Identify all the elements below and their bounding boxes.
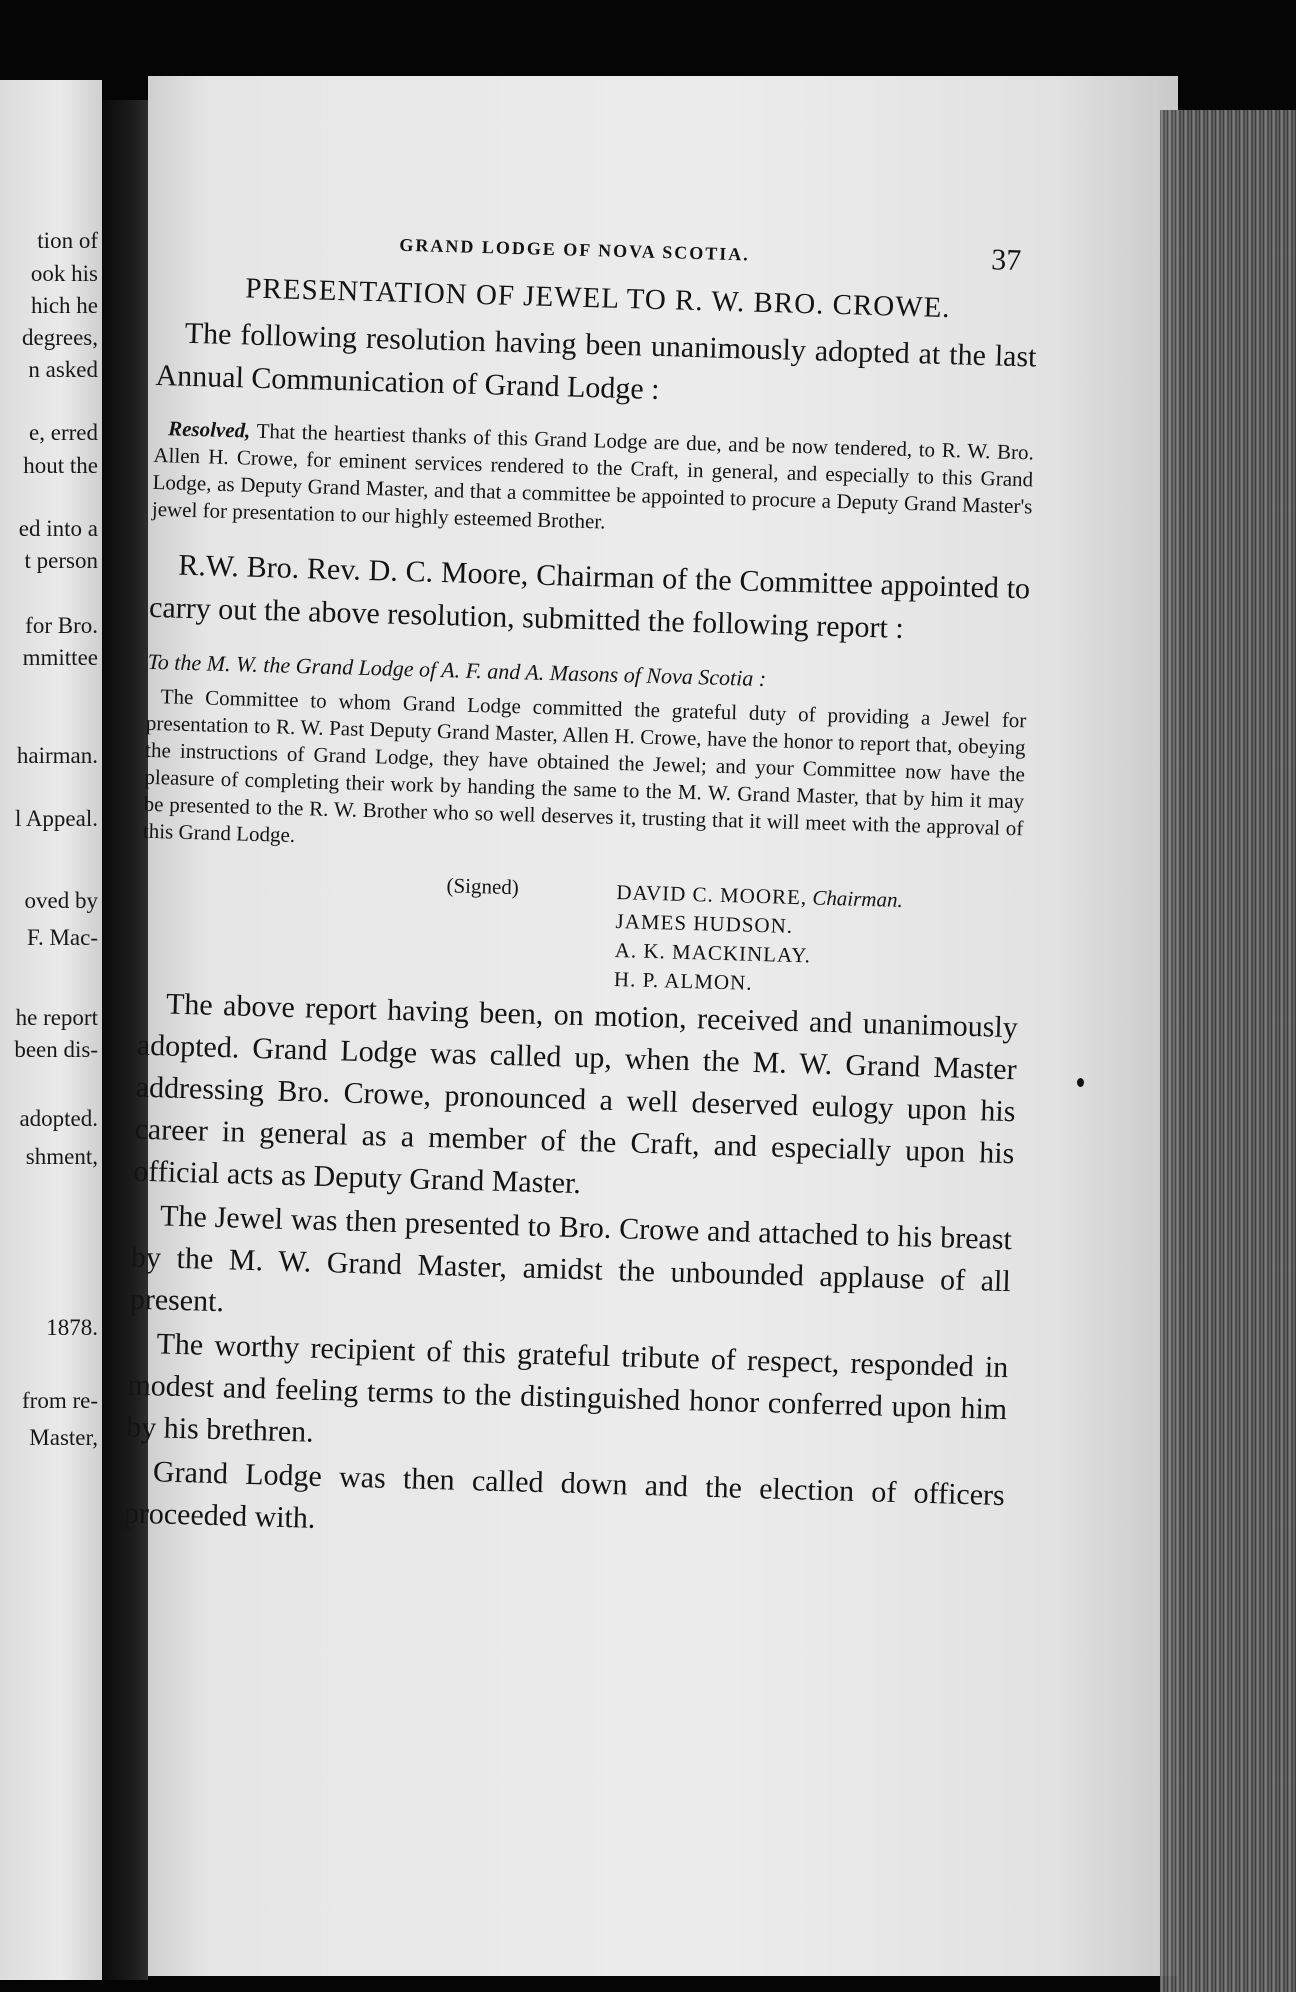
left-page-line: hich he — [30, 293, 98, 318]
left-page-line: ed into a — [18, 516, 98, 541]
left-page-line: shment, — [25, 1144, 98, 1169]
ink-speck — [1077, 1078, 1084, 1087]
left-page-line: oved by — [24, 888, 98, 913]
left-page-line: t person — [24, 548, 98, 573]
resolution-quote — [152, 415, 1035, 548]
left-page-line: 1878. — [46, 1315, 98, 1340]
body-paragraph: The Jewel was then presented to Bro. Crowe and attached to his breast by the M. W. Grand Master, amidst the unbounded applause of all present. — [129, 1199, 1013, 1319]
left-page-line: adopted. — [19, 1106, 98, 1131]
committee-paragraph: R.W. Bro. Rev. D. C. Moore, Chairman of the Committee appointed to carry out the above resolution, submitted the following report : — [148, 548, 1031, 645]
signatory-chairman-title: Chairman. — [806, 885, 904, 913]
left-page-line: n asked — [28, 357, 98, 382]
signatory: H. P. ALMON. — [613, 966, 753, 995]
signed-label: (Signed) — [446, 873, 520, 900]
left-page-line: tion of — [37, 228, 98, 253]
left-page-fragment — [0, 80, 102, 1980]
running-head-title: GRAND LODGE OF NOVA SCOTIA. — [399, 234, 751, 265]
page-content — [123, 220, 1039, 1561]
body-paragraph: The above report having been, on motion, received and unanimously adopted. Grand Lodge was called up, when the M. W. Grand Master addressing Bro. Crowe, pronounced a well deserved eulogy upon his career in general as a member of the Craft, and especially upon his official acts as Deputy Grand Master. — [132, 987, 1019, 1201]
report-address: To the M. W. the Grand Lodge of A. F. and A. Masons of Nova Scotia : — [147, 648, 767, 692]
signatory-chairman-name: DAVID C. MOORE, — [616, 880, 808, 910]
body-paragraph: The worthy recipient of this grateful tribute of respect, responded in modest and feeling terms to the distinguished honor conferred upon him by his brethren. — [125, 1327, 1009, 1449]
signatory: JAMES HUDSON. — [615, 908, 794, 938]
left-page-line: from re- — [22, 1388, 98, 1413]
left-page-line: Master, — [29, 1425, 98, 1450]
page-edges — [1160, 110, 1296, 1992]
left-page-line: e, erred — [29, 420, 98, 445]
left-page-line: he report — [15, 1005, 98, 1030]
left-page-line: mmittee — [22, 645, 98, 670]
left-page-line: degrees, — [22, 325, 98, 350]
left-page-line: for Bro. — [25, 613, 98, 638]
signatory-list — [614, 878, 904, 1002]
left-page-line: l Appeal. — [14, 806, 98, 831]
intro-paragraph: The following resolution having been unanimously adopted at the last Annual Communication of Grand Lodge : — [155, 316, 1037, 407]
section-heading: PRESENTATION OF JEWEL TO R. W. BRO. CROWE. — [244, 272, 951, 325]
page-number: 37 — [990, 243, 1022, 278]
left-page-line: F. Mac- — [27, 925, 98, 950]
body-paragraph: Grand Lodge was then called down and the election of officers proceeded with. — [123, 1455, 1006, 1535]
resolution-text: That the heartiest thanks of this Grand Lodge are due, and be now tendered, to R. W. Bro. Allen H. Crowe, for eminent services rendered to the Craft, in general, and especially to this Grand Lodge, as Deputy Grand Master, and that a committee be appointed to procure a Deputy Grand Master's jewel for presentation to our highly esteemed Brother. — [151, 418, 1035, 534]
committee-report: The Committee to whom Grand Lodge committed the grateful duty of providing a Jewel for presentation to R. W. Past Deputy Grand Master, Allen H. Crowe, have the honor to report that, obeying the instructions of Grand Lodge, they have obtained the Jewel; and your Committee now have the pleasure of completing their work by handing the same to the M. W. Grand Master, that by him it may be presented to the R. W. Brother who so well deserves it, trusting that it will meet with the approval of this Grand Lodge. — [142, 684, 1027, 848]
signature-block — [139, 865, 1022, 1008]
signatory: A. K. MACKINLAY. — [614, 937, 812, 968]
left-page-line: hairman. — [16, 743, 98, 768]
left-page-line: hout the — [23, 453, 98, 478]
resolution-lead: Resolved, — [167, 416, 251, 443]
left-page-line: ook his — [30, 261, 98, 286]
left-page-line: been dis- — [14, 1037, 98, 1062]
